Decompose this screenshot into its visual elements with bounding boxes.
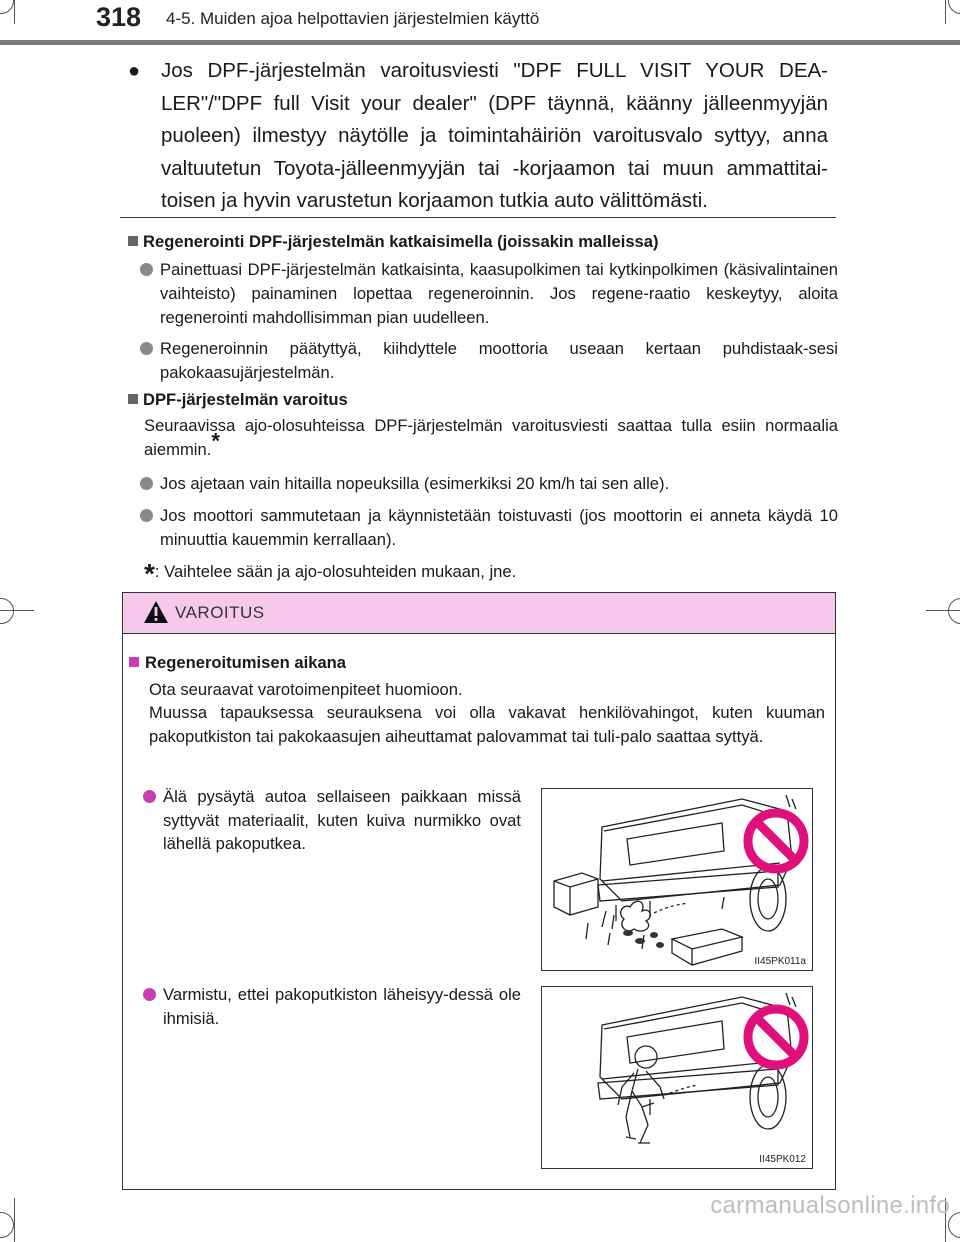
header-rule	[0, 40, 960, 45]
bullet-icon	[140, 263, 153, 276]
warning-title-text: Regeneroitumisen aikana	[145, 653, 347, 672]
bullet-icon	[140, 342, 153, 355]
bullet-icon	[143, 790, 156, 803]
warning-box	[122, 592, 836, 1190]
crop-mark	[948, 598, 960, 624]
crop-line	[14, 1198, 15, 1242]
intro-paragraph	[128, 55, 828, 218]
figure-label: II45PK011a	[754, 956, 806, 967]
crop-mark	[0, 1212, 14, 1238]
prohibition-icon	[748, 1009, 804, 1065]
footnote-asterisk: *	[144, 558, 155, 589]
warning-header	[123, 593, 835, 634]
section-title-text: DPF-järjestelmän varoitus	[143, 390, 348, 409]
list-item-text: Jos moottori sammutetaan ja käynnistetään toistuvasti (jos moottorin ei anneta käydä 10 minuuttia kauemmin kerrallaan).	[160, 506, 838, 549]
crop-mark	[0, 598, 14, 624]
square-bullet-icon	[128, 236, 138, 246]
crop-line	[926, 610, 960, 611]
section-title	[128, 388, 838, 412]
list-item	[128, 337, 838, 385]
truck-rear-illustration	[542, 789, 812, 970]
section-title	[128, 230, 838, 254]
watermark: carmanualsonline.info	[710, 1192, 950, 1219]
warning-label: VAROITUS	[175, 603, 265, 622]
figure-people-nearby	[541, 986, 813, 1169]
section-intro-text: Seuraavissa ajo-olosuhteissa DPF-järjestelmän varoitusviesti saattaa tulla esiin normaalia aiemmin.	[144, 416, 838, 459]
warning-title	[129, 651, 825, 675]
crop-line	[945, 0, 946, 24]
figure-label: II45PK012	[759, 1154, 806, 1165]
bullet-icon	[140, 477, 153, 490]
warning-content	[129, 651, 825, 748]
list-item	[128, 472, 838, 496]
separator-rule	[120, 217, 836, 218]
crop-mark	[948, 0, 960, 14]
list-item-text: Painettuasi DPF-järjestelmän katkaisinta, kaasupolkimen tai kytkinpolkimen (käsivalintainen vaihteisto) painaminen lopettaa regeneroinnin. Jos regene-raatio keskeytyy, aloita regenerointi mahdollisimman pian uudelleen.	[160, 260, 838, 327]
list-item	[128, 504, 838, 552]
page-number: 318	[96, 2, 142, 32]
prohibition-icon	[748, 813, 804, 869]
warning-item	[143, 785, 521, 856]
warning-triangle-icon	[143, 600, 169, 624]
warning-item-text: Älä pysäytä autoa sellaiseen paikkaan missä syttyvät materiaalit, kuten kuiva nurmikko ovat lähellä pakoputkea.	[163, 787, 521, 853]
bullet-icon	[140, 509, 153, 522]
warning-item	[143, 983, 521, 1030]
figure-flammable-materials	[541, 788, 813, 971]
crop-line	[0, 610, 34, 611]
warning-text-1: Ota seuraavat varotoimenpiteet huomioon.	[149, 679, 463, 699]
asterisk-mark: *	[211, 428, 220, 454]
crop-line	[14, 0, 15, 24]
warning-item-text: Varmistu, ettei pakoputkiston läheisyy-dessä ole ihmisiä.	[163, 985, 521, 1028]
section-title-text: Regenerointi DPF-järjestelmän katkaisimella (joissakin malleissa)	[143, 232, 659, 251]
section-dpf-warning	[128, 388, 838, 589]
section-intro	[128, 414, 838, 462]
intro-text: Jos DPF-järjestelmän varoitusviesti "DPF FULL VISIT YOUR DEA-LER"/"DPF full Visit your dealer" (DPF täynnä, käänny jälleenmyyjän puoleen) ilmestyy näytölle ja toimintahäiriön varoitusvalo syttyy, anna valtuutetun Toyota-jälleenmyyjän tai -korjaamon tai muun ammattitai-toisen ja hyvin varustetun korjaamon tutkia auto välittömästi.	[161, 59, 828, 212]
list-item-text: Jos ajetaan vain hitailla nopeuksilla (esimerkiksi 20 km/h tai sen alle).	[160, 474, 670, 493]
footnote-text: : Vaihtelee sään ja ajo-olosuhteiden mukaan, jne.	[154, 562, 517, 581]
square-bullet-icon	[128, 394, 138, 404]
truck-rear-person-illustration	[542, 987, 812, 1168]
warning-text-2: Muussa tapauksessa seurauksena voi olla vakavat henkilövahingot, kuten kuuman pakoputkiston tai pakokaasujen aiheuttamat palovammat tai tuli-palo saattaa syttyä.	[149, 703, 825, 746]
crop-mark	[0, 0, 14, 14]
square-bullet-icon	[129, 657, 139, 667]
bullet-icon	[143, 988, 156, 1001]
bullet-icon: ●	[128, 60, 141, 82]
chapter-title: 4-5. Muiden ajoa helpottavien järjestelmien käyttö	[166, 9, 540, 28]
list-item	[128, 258, 838, 330]
list-item-text: Regeneroinnin päätyttyä, kiihdyttele moottoria useaan kertaan puhdistaak-sesi pakokaasujärjestelmän.	[160, 339, 838, 382]
footnote	[128, 558, 838, 589]
section-regeneration	[128, 230, 838, 385]
